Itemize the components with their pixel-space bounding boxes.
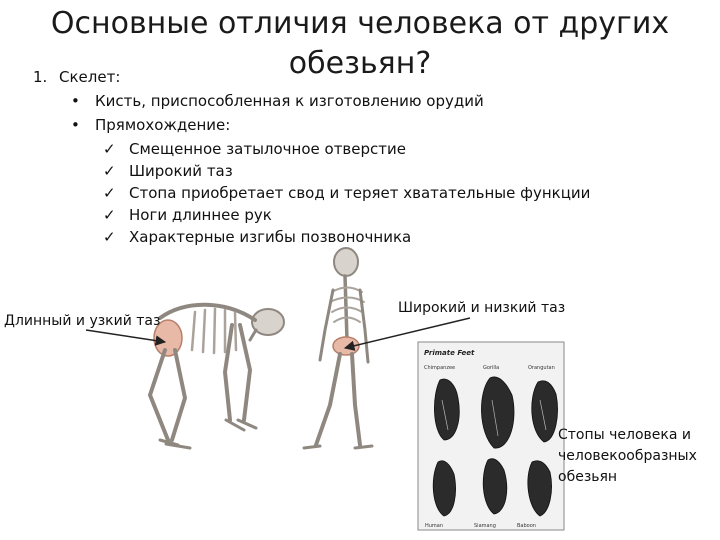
ape-skeleton-image — [150, 305, 284, 448]
feet-label: Orangutan — [528, 365, 555, 371]
check-label: Ноги длиннее рук — [129, 206, 272, 224]
bullet-icon: • — [71, 116, 80, 134]
feet-header: Primate Feet — [424, 349, 475, 357]
primate-feet-image — [418, 342, 564, 530]
checkmark-icon: ✓ — [103, 140, 116, 158]
feet-caption-line: обезьян — [558, 469, 618, 485]
human-skeleton-image — [304, 248, 372, 448]
checkmark-icon: ✓ — [103, 184, 116, 202]
human-pelvis-label: Широкий и низкий таз — [398, 300, 566, 316]
ape-pelvis-label: Длинный и узкий таз — [4, 313, 161, 329]
feet-label: Chimpanzee — [424, 365, 456, 371]
feet-caption-line: человекообразных — [558, 448, 697, 464]
bullet-label: Кисть, приспособленная к изготовлению орудий — [95, 92, 484, 110]
checkmark-icon: ✓ — [103, 162, 116, 180]
feet-label: Gorilla — [483, 365, 500, 371]
feet-label: Human — [425, 523, 444, 529]
check-label: Смещенное затылочное отверстие — [129, 140, 406, 158]
checkmark-icon: ✓ — [103, 228, 116, 246]
check-label: Характерные изгибы позвоночника — [129, 228, 412, 246]
ape-pelvis-arrow — [86, 330, 165, 342]
feet-caption — [558, 425, 697, 488]
feet-caption-line: Стопы человека и — [558, 427, 691, 443]
check-label: Стопа приобретает свод и теряет хватательные функции — [129, 184, 591, 202]
feet-label: Siamang — [474, 523, 496, 529]
slide-title: Основные отличия человека от других обезьян? — [50, 6, 670, 81]
bullet-icon: • — [71, 92, 80, 110]
feet-label: Baboon — [517, 523, 536, 529]
list-number: 1. — [33, 68, 48, 86]
list-item-label: Скелет: — [59, 68, 121, 86]
check-label: Широкий таз — [129, 162, 233, 180]
bullet-label: Прямохождение: — [95, 116, 231, 134]
checkmark-icon: ✓ — [103, 206, 116, 224]
